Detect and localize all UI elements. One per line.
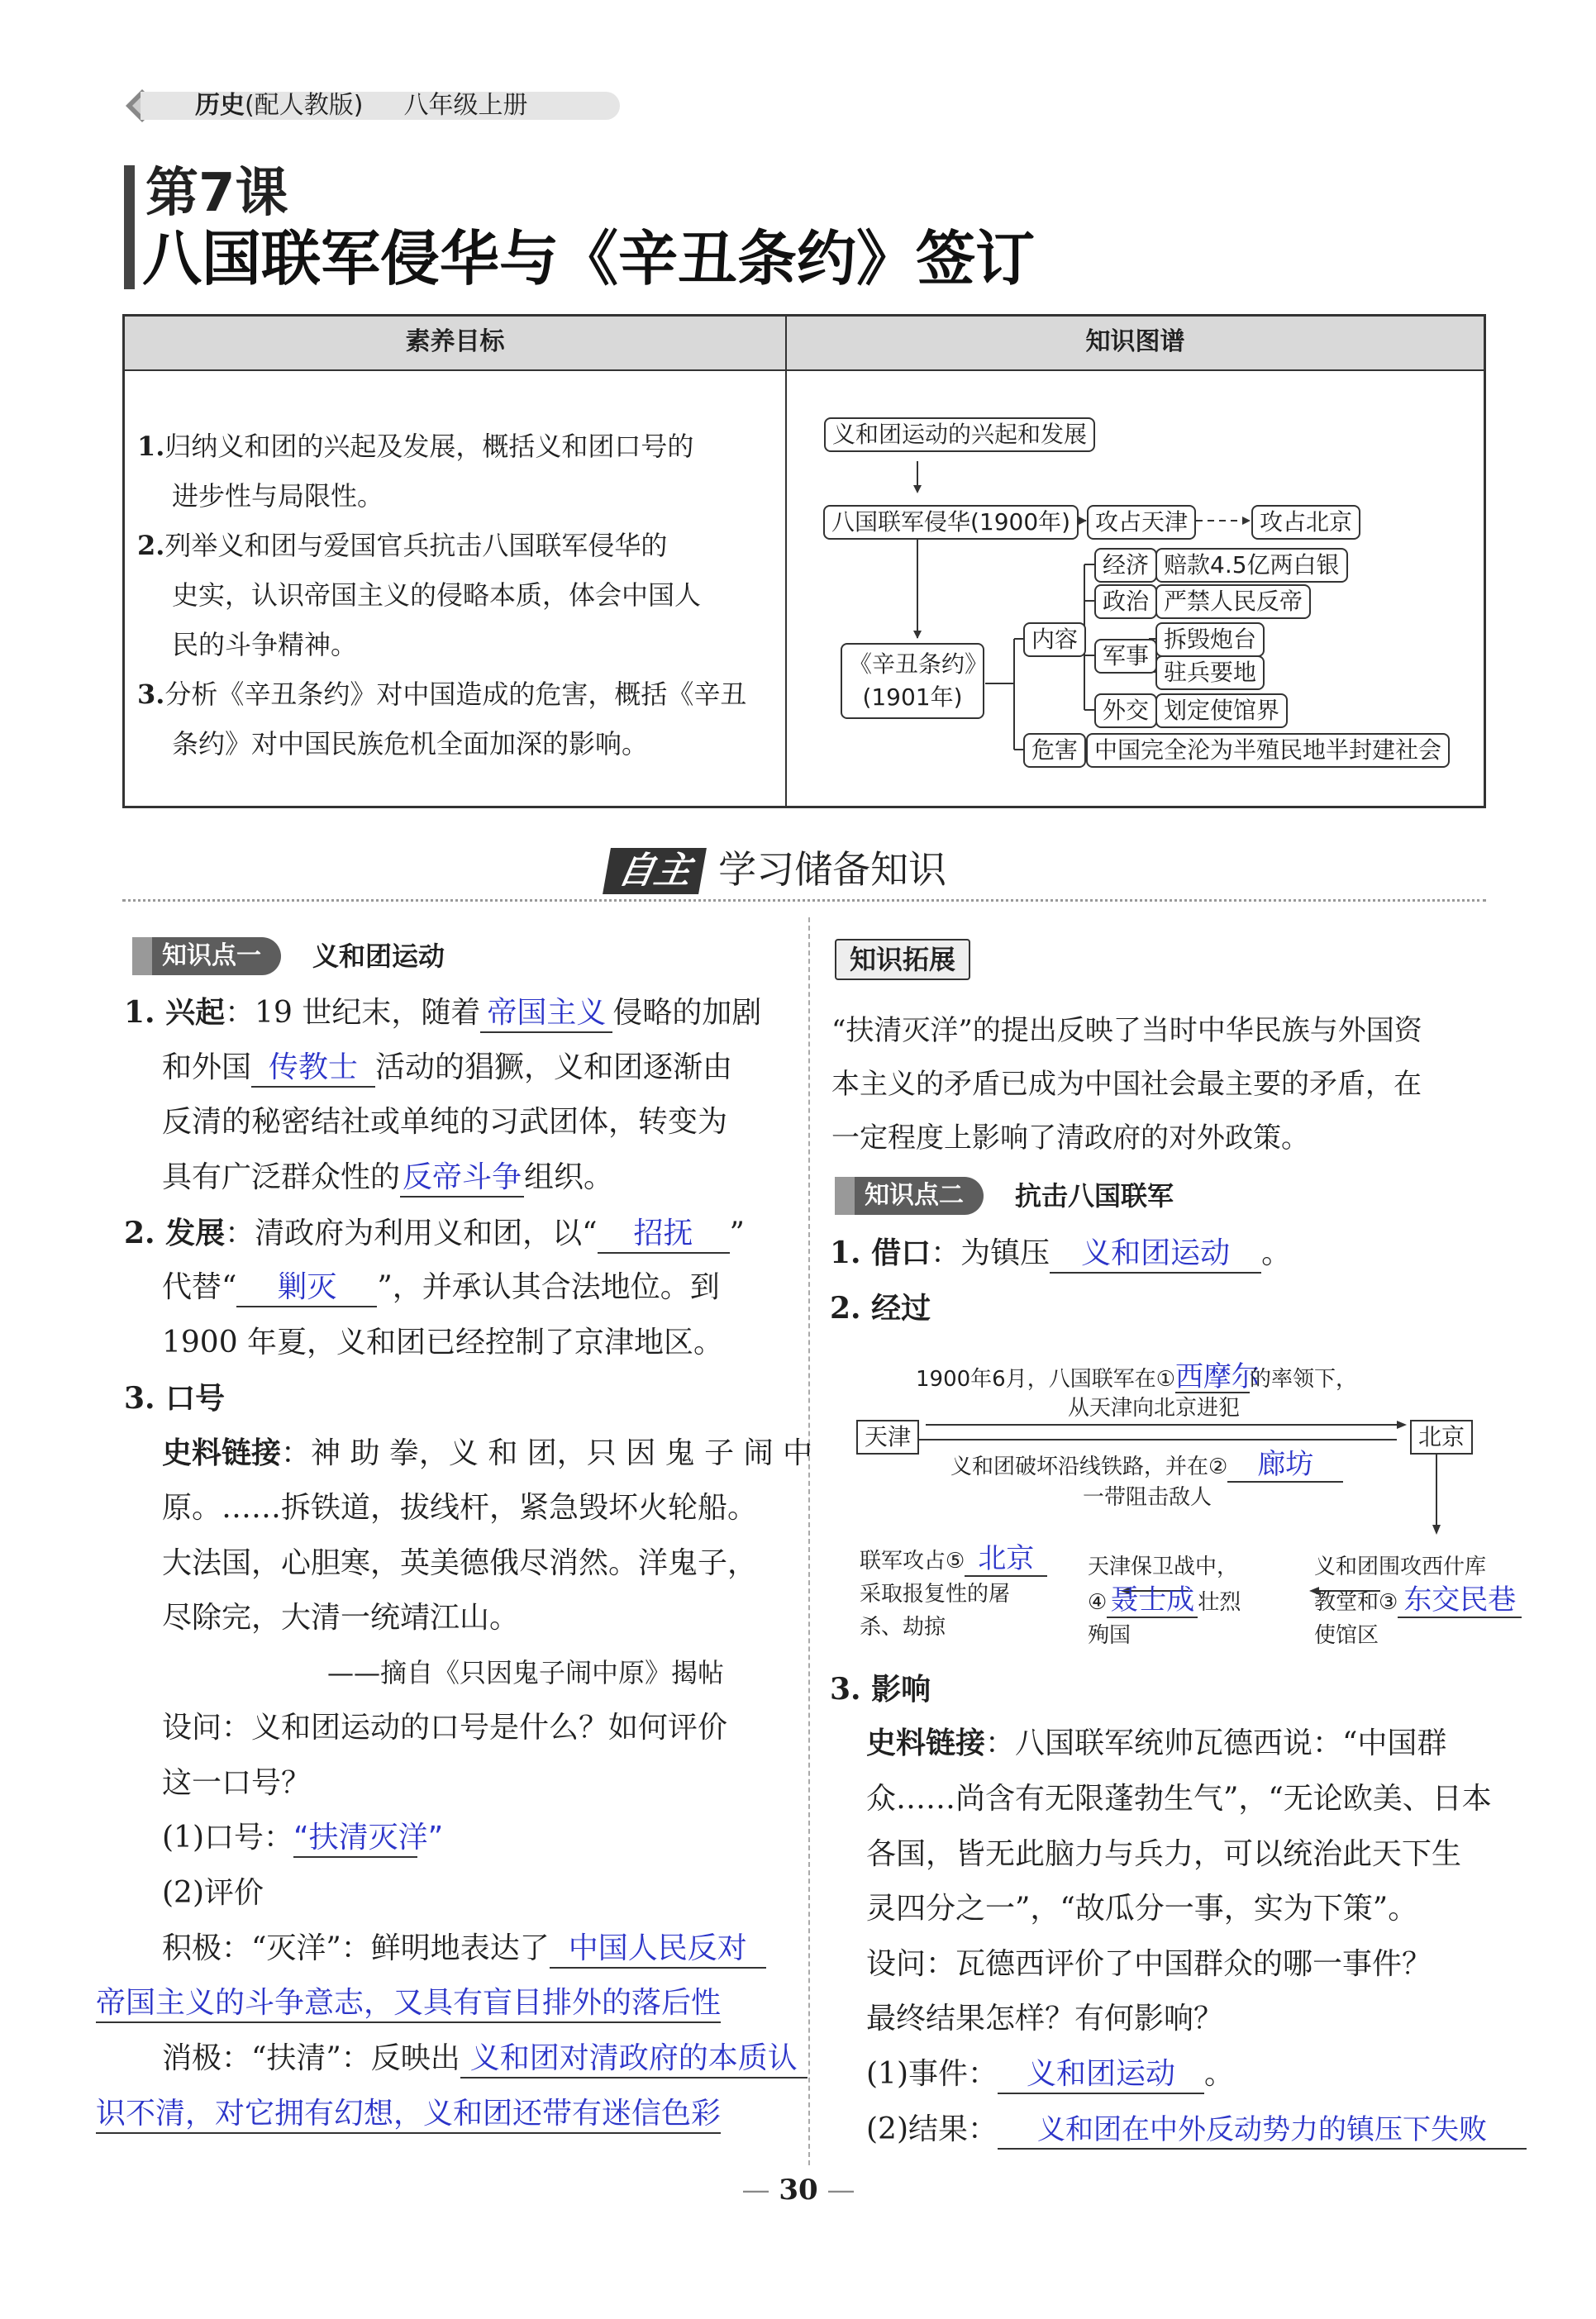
kp2-tag: 知识点二	[835, 1177, 984, 1215]
ext-line-3: 一定程度上影响了清政府的对外政策。	[831, 1121, 1309, 1155]
answer-negative-1: 义和团对清政府的本质认	[460, 2040, 808, 2079]
map-box-treaty: 《辛丑条约》 (1901年)	[841, 643, 984, 719]
p3-source-1: 史料链接：神 助 拳，义 和 团，只 因 鬼 子 闹 中	[162, 1436, 813, 1470]
process-step-2b: 一带阻击敌人	[1083, 1485, 1212, 1510]
r-answer-result: (2)结果： 义和团在中外反动势力的镇压下失败	[866, 2112, 1527, 2150]
process-step-5: 联军攻占⑤ 北京 采取报复性的屠 杀、劫掠	[860, 1542, 1047, 1644]
answer-langfang: 廊坊	[1227, 1448, 1343, 1483]
process-box-tianjin: 天津	[856, 1420, 919, 1455]
map-item-diplomacy: 划定使馆界	[1155, 693, 1288, 728]
col-header-knowledge-map: 知识图谱	[1085, 327, 1185, 356]
p3-source-2: 原。……拆铁道，拔线杆，紧急毁坏火轮船。	[162, 1491, 758, 1525]
map-box-content: 内容	[1023, 622, 1086, 657]
p3-citation: ——摘自《只因鬼子闹中原》揭帖	[327, 1657, 725, 1688]
p2-line3: 1900 年夏，义和团已经控制了京津地区。	[162, 1326, 724, 1359]
r-question-1: 设问：瓦德西评价了中国群众的哪一事件？	[866, 1947, 1432, 1981]
answer-nie-shicheng: 聂士成	[1107, 1583, 1198, 1618]
map-box-invasion: 八国联军侵华(1900年)	[823, 505, 1079, 540]
r-p2: 2. 经过	[830, 1291, 931, 1326]
answer-anti-imperialist: 反帝斗争	[400, 1160, 524, 1198]
ext-line-1: “扶清灭洋”的提出反映了当时中华民族与外国资	[831, 1014, 1422, 1047]
header-text	[195, 89, 528, 122]
p1-line4: 具有广泛群众性的反帝斗争组织。	[162, 1160, 613, 1198]
answer-result: 义和团在中外反动势力的镇压下失败	[998, 2112, 1527, 2150]
kp2-title: 抗击八国联军	[1015, 1180, 1174, 1212]
map-box-economy: 经济	[1094, 548, 1157, 583]
p3-negative: 消极：“扶清”：反映出 义和团对清政府的本质认	[162, 2040, 808, 2079]
p3-positive: 积极：“灭洋”：鲜明地表达了 中国人民反对	[162, 1931, 766, 1969]
answer-missionaries: 传教士	[251, 1050, 375, 1088]
map-box-beijing: 攻占北京	[1251, 505, 1360, 540]
answer-seymour: 西摩尔	[1175, 1360, 1260, 1393]
process-step-3: 义和团围攻西什库 教堂和③ 东交民巷 使馆区	[1314, 1550, 1522, 1652]
answer-suppress: 剿灭	[236, 1269, 377, 1307]
map-box-military: 军事	[1094, 639, 1157, 674]
section-heading	[607, 846, 946, 894]
process-box-beijing: 北京	[1410, 1420, 1473, 1455]
section-title: 学习储备知识	[718, 847, 947, 892]
map-item-military-2: 驻兵要地	[1155, 655, 1265, 690]
p3-source-3: 大法国，心胆寒，英美德俄尽消然。洋鬼子，	[162, 1546, 758, 1580]
r-p1: 1. 借口：为镇压 义和团运动 。	[830, 1235, 1291, 1274]
process-step-2: 义和团破坏沿线铁路，并在② 廊坊	[950, 1448, 1343, 1483]
r-source-2: 众……尚含有无限蓬勃生气”，“无论欧美、日本	[866, 1782, 1492, 1816]
objective-1: 1.归纳义和团的兴起及发展，概括义和团口号的	[137, 431, 694, 462]
p1-line2: 和外国 传教士 活动的猖獗，义和团逐渐由	[162, 1050, 732, 1088]
map-item-military-1: 拆毁炮台	[1155, 622, 1265, 657]
ext-line-2: 本主义的矛盾已成为中国社会最主要的矛盾，在	[831, 1068, 1422, 1101]
lesson-number: 第7课	[145, 163, 288, 224]
p1-line3: 反清的秘密结社或单纯的习武团体，转变为	[162, 1105, 728, 1139]
r-question-2: 最终结果怎样？有何影响？	[866, 2002, 1224, 2036]
objective-2: 2.列举义和团与爱国官兵抗击八国联军侵华的	[137, 530, 668, 561]
answer-event: 义和团运动	[998, 2056, 1204, 2094]
column-divider	[808, 917, 810, 2165]
p3-answer-slogan: (1)口号：“扶清灭洋”	[162, 1820, 417, 1858]
r-p3: 3. 影响	[830, 1672, 931, 1707]
process-step-1: 1900年6月，八国联军在①西摩尔的率领下，	[916, 1360, 1358, 1393]
lesson-title: 八国联军侵华与《辛丑条约》签订	[142, 224, 1036, 293]
answer-positive-1: 中国人民反对	[550, 1931, 766, 1969]
process-step-1b: 从天津向北京进犯	[1068, 1396, 1241, 1421]
answer-imperialism: 帝国主义	[480, 995, 612, 1033]
answer-pacify: 招抚	[598, 1216, 730, 1254]
objective-2-cont1: 史实，认识帝国主义的侵略本质，体会中国人	[172, 579, 702, 611]
map-item-economy: 赔款4.5亿两白银	[1155, 548, 1348, 583]
p2-line2: 代替“ 剿灭 ”，并承认其合法地位。到	[162, 1269, 720, 1307]
col-header-objectives: 素养目标	[405, 327, 505, 356]
answer-legation-quarter: 东交民巷	[1398, 1583, 1522, 1618]
map-item-politics: 严禁人民反帝	[1155, 584, 1311, 619]
r-source-3: 各国，皆无此脑力与兵力，可以统治此天下生	[866, 1837, 1462, 1871]
p2-line1: 2. 发展：清政府为利用义和团，以“ 招抚 ”	[124, 1215, 745, 1254]
p3-source-4: 尽除完，大清一统靖江山。	[162, 1601, 520, 1635]
answer-positive-2: 帝国主义的斗争意志，又具有盲目排外的落后性	[96, 1985, 721, 2023]
map-box-diplomacy: 外交	[1094, 693, 1157, 728]
section-prefix: 自主	[603, 848, 707, 894]
process-step-4: 天津保卫战中， ④ 聂士成 壮烈 殉国	[1088, 1555, 1241, 1648]
r-answer-event: (1)事件： 义和团运动 。	[866, 2056, 1234, 2094]
page-number: — 30 —	[741, 2174, 855, 2207]
map-box-tianjin: 攻占天津	[1087, 505, 1196, 540]
header-subject: 历史	[195, 91, 245, 120]
p1-line1: 1. 兴起：19 世纪末，随着 帝国主义 侵略的加剧	[124, 994, 761, 1033]
p3-eval-label: (2)评价	[162, 1876, 264, 1910]
map-box-harm: 危害	[1023, 733, 1086, 768]
answer-pretext: 义和团运动	[1050, 1236, 1261, 1274]
answer-slogan: “扶清灭洋”	[293, 1820, 417, 1858]
section-rule	[122, 899, 1486, 902]
title-bar	[124, 165, 135, 289]
objective-3: 3.分析《辛丑条约》对中国造成的危害，概括《辛丑	[137, 679, 747, 710]
header-edition: (配人教版)	[245, 91, 364, 120]
ext-tag: 知识拓展	[835, 939, 970, 980]
kp1-title: 义和团运动	[312, 940, 445, 972]
answer-beijing: 北京	[965, 1542, 1047, 1577]
map-box-rise: 义和团运动的兴起和发展	[824, 417, 1095, 452]
answer-negative-2: 识不清，对它拥有幻想，义和团还带有迷信色彩	[96, 2096, 721, 2134]
objective-2-cont2: 民的斗争精神。	[172, 629, 358, 660]
map-item-harm: 中国完全沦为半殖民地半封建社会	[1086, 733, 1450, 768]
r-source-4: 灵四分之一”，“故瓜分一事，实为下策”。	[866, 1892, 1418, 1926]
p3-question-1: 设问：义和团运动的口号是什么？如何评价	[162, 1711, 728, 1745]
header-grade: 八年级上册	[403, 91, 528, 120]
p3-question-2: 这一口号？	[162, 1766, 312, 1800]
map-box-politics: 政治	[1094, 584, 1157, 619]
objective-1-cont: 进步性与局限性。	[172, 480, 384, 512]
r-source-1: 史料链接：八国联军统帅瓦德西说：“中国群	[866, 1726, 1447, 1760]
p3-label: 3. 口号	[124, 1381, 226, 1416]
kp1-tag: 知识点一	[132, 937, 281, 975]
objective-3-cont: 条约》对中国民族危机全面加深的影响。	[172, 728, 649, 760]
